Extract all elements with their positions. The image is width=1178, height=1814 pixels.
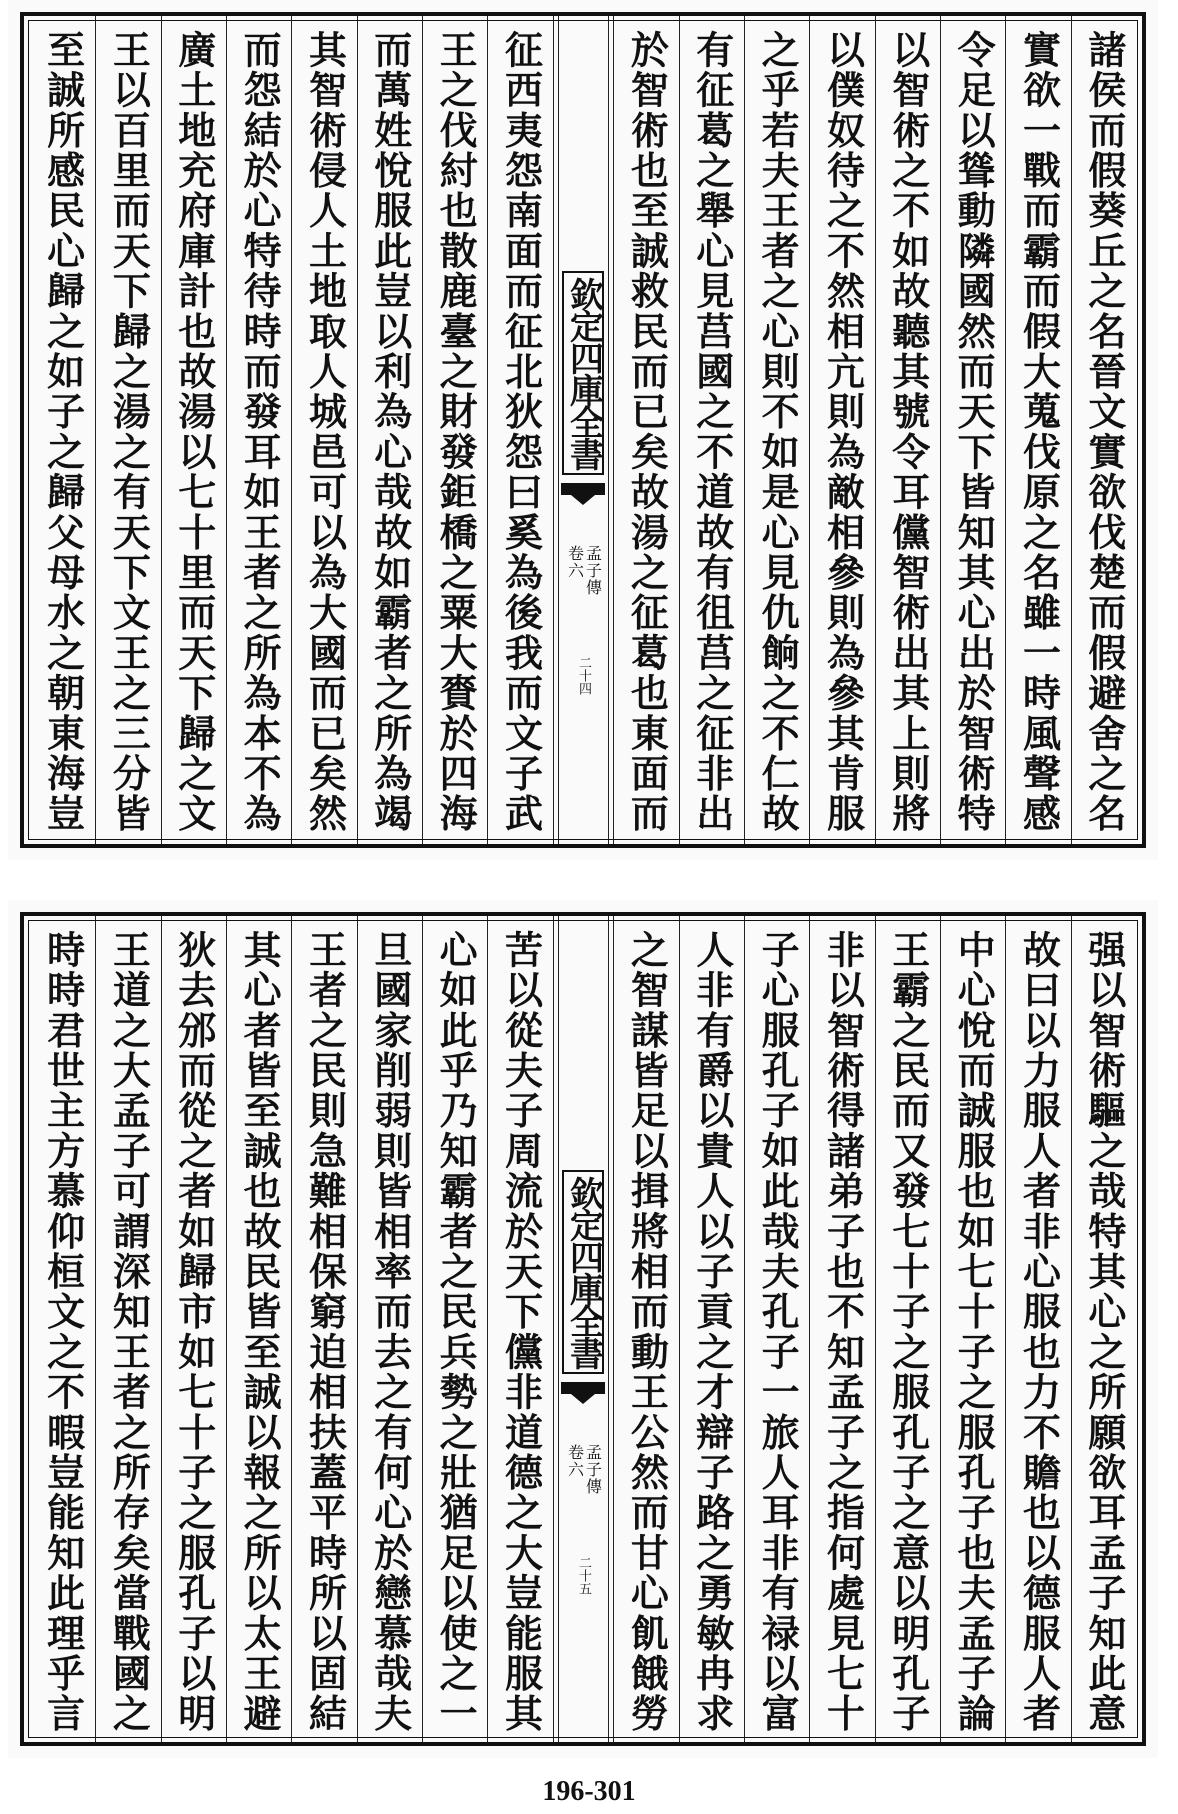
text-column: 王以百里而天下歸之湯之有天下文王之三分皆 [95,16,160,844]
text-column: 於智術也至誠救民而已矣故湯之征葛也東面而 [613,16,678,844]
book-title: 欽定四庫全書 [562,271,604,475]
text-column: 實欲一戰而霸而假大蒐伐原之名雖一時風聲感 [1005,16,1070,844]
text-column: 中心悅而誠服也如七十子之服孔子也夫孟子論 [940,916,1005,1742]
center-fold-column [553,16,614,844]
text-column: 心如此乎乃知霸者之民兵勢之壯猶足以使之一 [422,916,487,1742]
text-column: 以智術之不如故聽其號令耳儻智術出其上則將 [875,16,940,844]
text-column: 苦以從夫子周流於天下儻非道德之大豈能服其 [487,916,552,1742]
text-column: 而怨結於心特待時而發耳如王者之所為本不為 [226,16,291,844]
text-column: 以僕奴待之不然相亢則為敵相參則為參其肯服 [809,16,874,844]
text-column: 諸侯而假葵丘之名晉文實欲伐楚而假避舍之名 [1071,16,1136,844]
text-column: 子心服孔子如此哉夫孔子一旅人耳非有禄以富 [744,916,809,1742]
leaf-number: 二十五 [575,1556,591,1595]
text-column: 征西夷怨南面而征北狄怨曰奚為後我而文子武 [487,16,552,844]
text-column: 時時君世主方慕仰桓文之不暇豈能知此理乎言 [40,930,86,1734]
page-frame [20,12,1146,848]
text-column: 有征葛之舉心見莒國之不道故有徂莒之征非出 [679,16,744,844]
text-column: 旦國家削弱則皆相率而去之有何心於戀慕哉夫 [357,916,422,1742]
volume-label: 卷六 [565,1443,585,1478]
page-number: 196-301 [542,1776,636,1807]
fishtail-ornament [561,1382,605,1404]
text-column: 故曰以力服人者非心服也力不贍也以德服人者 [1005,916,1070,1742]
text-column: 狄去邠而從之者如歸市如七十子之服孔子以明 [161,916,226,1742]
section-name: 孟子傳 [583,544,603,596]
text-column: 王道之大孟子可謂深知王者之所存矣當戰國之 [95,916,160,1742]
volume-label: 卷六 [565,544,585,579]
text-column: 之智謀皆足以揖將相而動王公然而甘心飢餓勞 [613,916,678,1742]
section-name: 孟子傳 [583,1443,603,1495]
text-column: 令足以聳動隣國然而天下皆知其心出於智術特 [940,16,1005,844]
text-column: 而萬姓悅服此豈以利為心哉故如霸者之所為竭 [357,16,422,844]
text-column: 人非有爵以貴人以子貢之才辯子路之勇敏冉求 [679,916,744,1742]
text-column: 之乎若夫王者之心則不如是心見仇餉之不仁故 [744,16,809,844]
text-column: 其心者皆至誠也故民皆至誠以報之所以太王避 [226,916,291,1742]
text-columns [24,916,1142,1742]
text-column: 至誠所感民心歸之如子之歸父母水之朝東海豈 [40,30,86,834]
text-column: 非以智術得諸弟子也不知孟子之指何處見七十 [809,916,874,1742]
book-title: 欽定四庫全書 [562,1170,604,1374]
text-column: 王者之民則急難相保窮迫相扶蓋平時所以固結 [291,916,356,1742]
text-column: 其智術侵人土地取人城邑可以為大國而已矣然 [291,16,356,844]
text-column: 王霸之民而又發七十子之服孔子之意以明孔子 [875,916,940,1742]
text-column: 强以智術驅之哉特其心之所願欲耳孟子知此意 [1071,916,1136,1742]
text-column: 廣土地充府庫計也故湯以七十里而天下歸之文 [161,16,226,844]
text-columns [24,16,1142,844]
fishtail-ornament [561,483,605,505]
page-top [8,0,1158,860]
leaf-number: 二十四 [575,656,591,695]
center-fold-column [553,916,614,1742]
page-bottom [8,900,1158,1758]
text-column: 王之伐紂也散鹿臺之財發鉅橋之粟大賚於四海 [422,16,487,844]
page-frame [20,912,1146,1746]
